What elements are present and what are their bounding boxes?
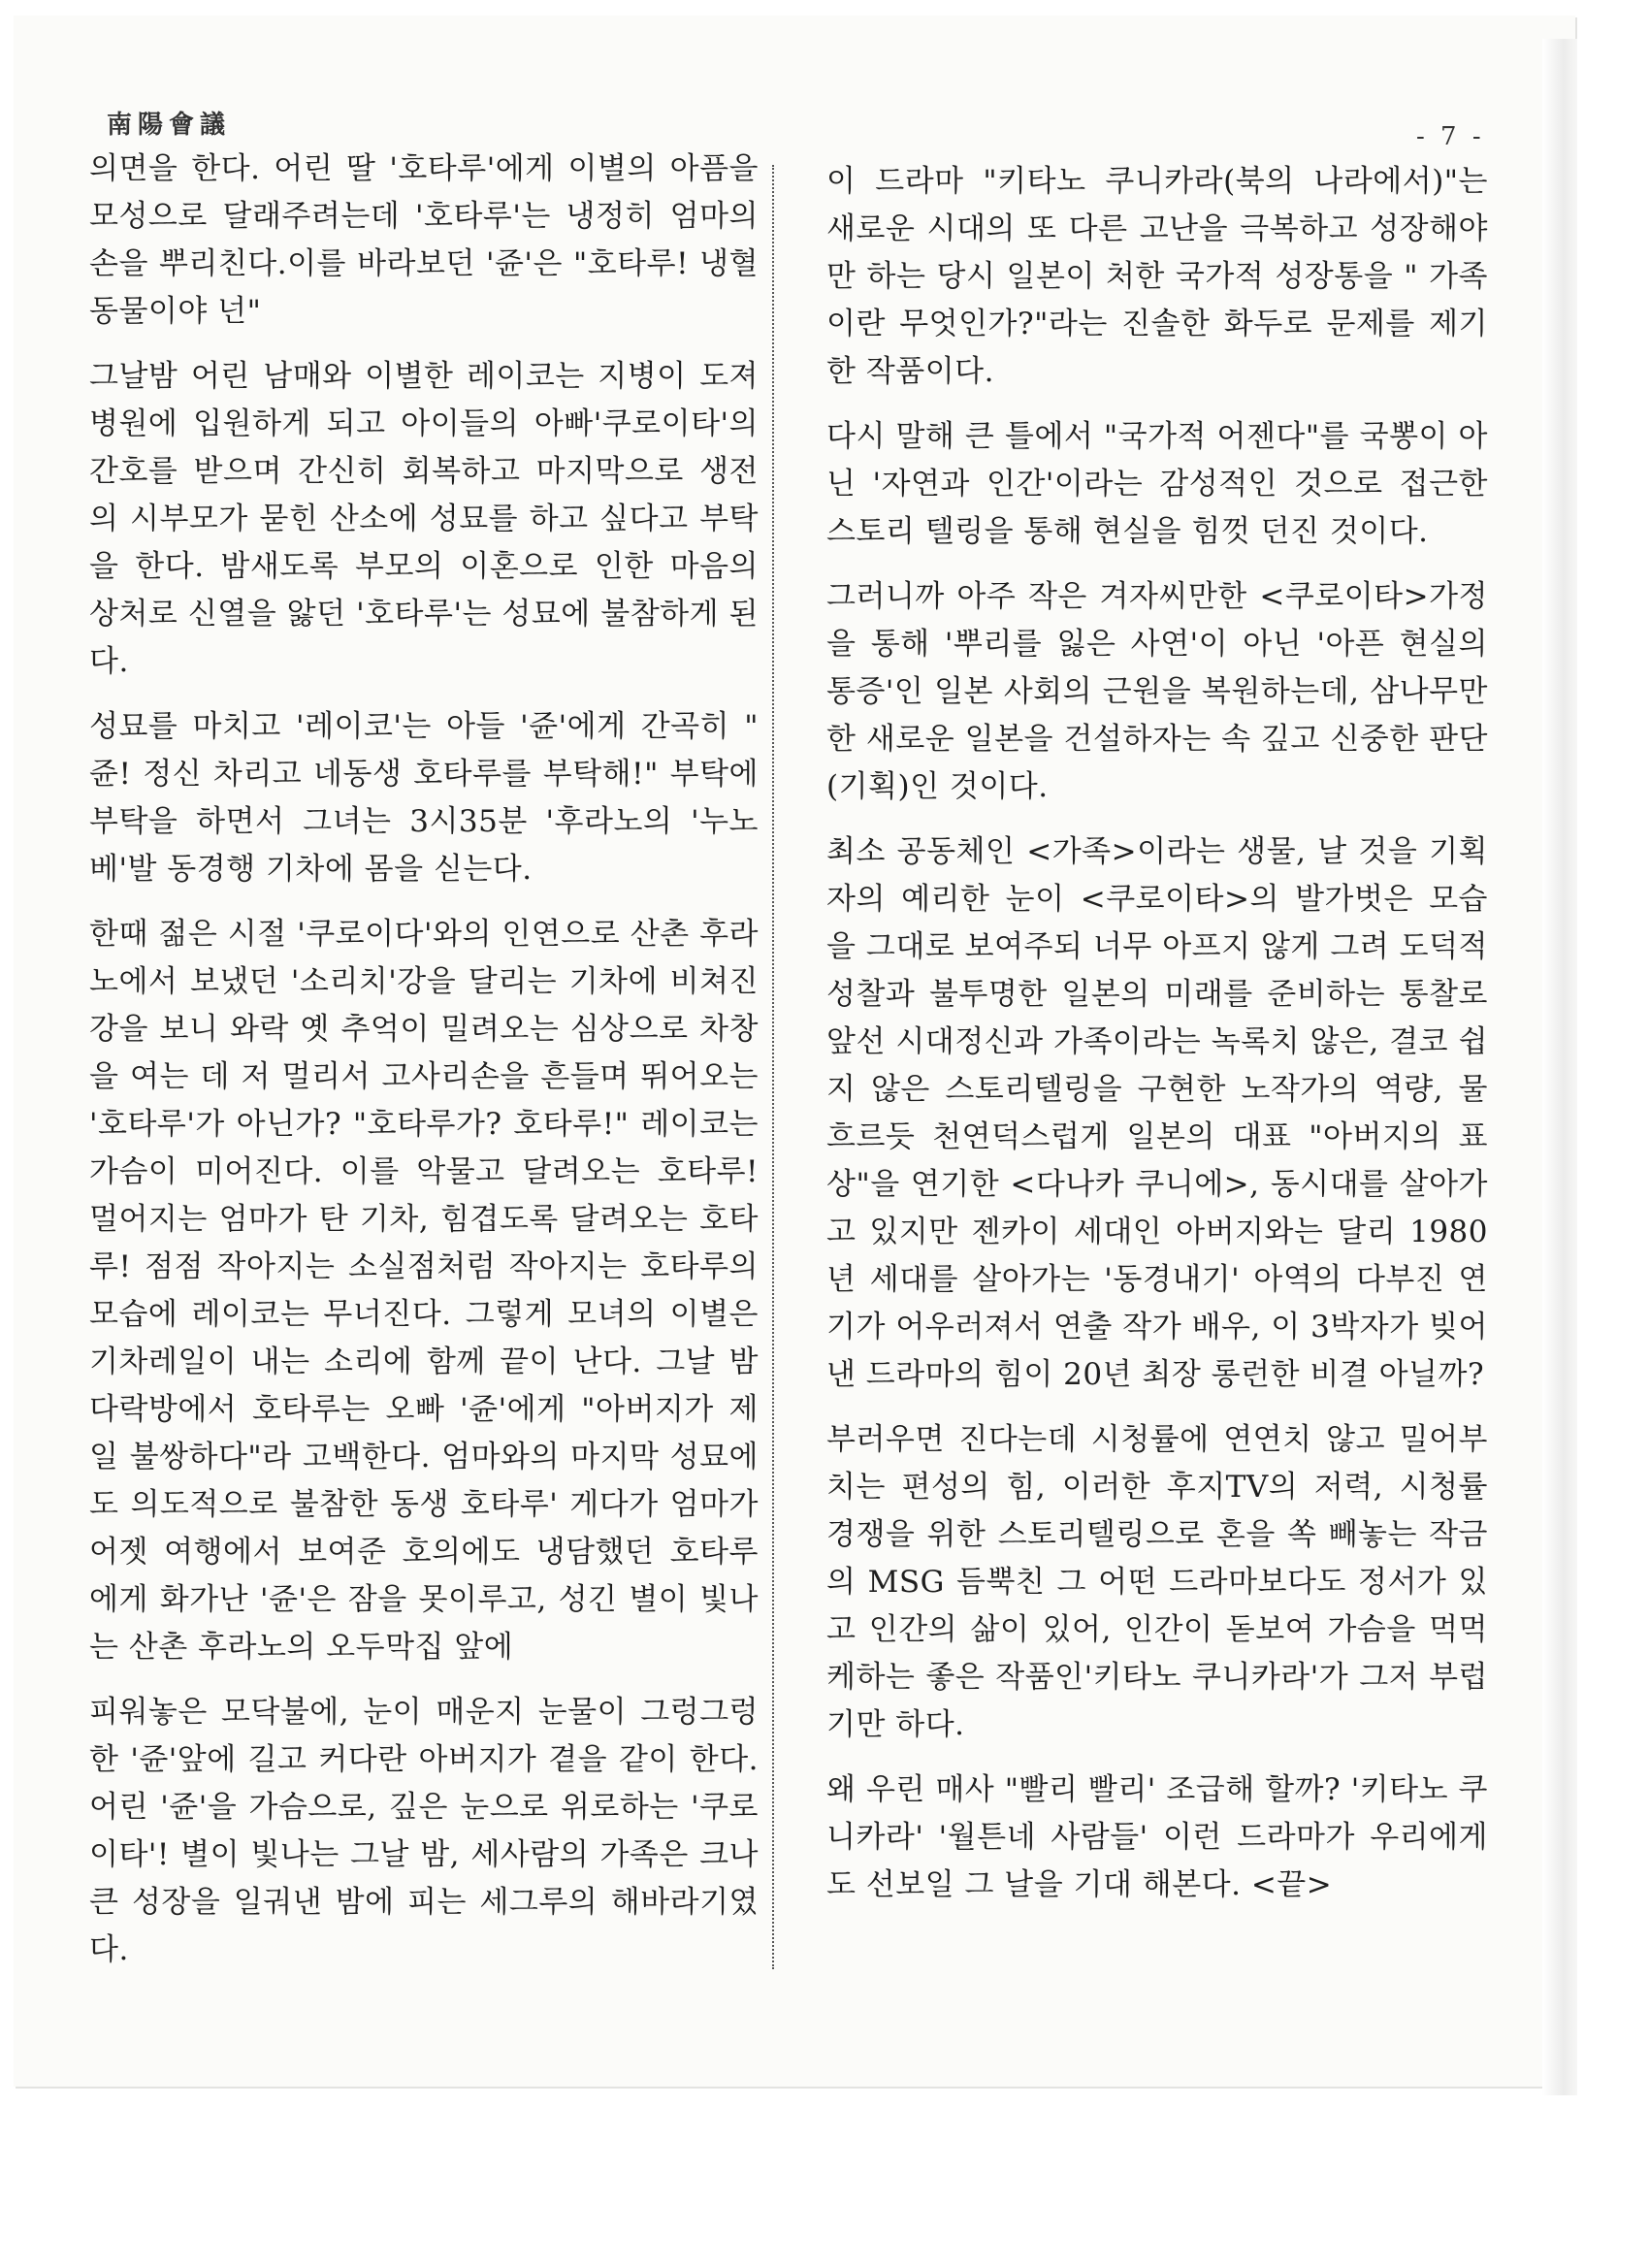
column-divider bbox=[772, 165, 774, 1969]
paragraph: 그러니까 아주 작은 겨자씨만한 <쿠로이타>가정을 통해 '뿌리를 잃은 사연'이 아닌 '아픈 현실의 통증'인 일본 사회의 근원을 복원하는데, 삼나무만한 새로운 일본을 건설하자는 속 깊고 신중한 판단(기획)인 것이다. bbox=[826, 579, 1488, 804]
paragraph: 부러우면 진다는데 시청률에 연연치 않고 밀어부치는 편성의 힘, 이러한 후지TV의 저력, 시청률 경쟁을 위한 스토리텔링으로 혼을 쏙 빼놓는 작금의 MSG 듬뿍친 그 어떤 드라마보다도 정서가 있고 인간의 삶이 있어, 인간이 돋보여 가슴을 먹먹케하는 좋은 작품인'키타노 쿠니카라'가 그저 부럽기만 하다. bbox=[826, 1422, 1488, 1742]
paragraph: 성묘를 마치고 '레이코'는 아들 '쥰'에게 간곡히 " 쥰! 정신 차리고 네동생 호타루를 부탁해!" 부탁에 부탁을 하면서 그녀는 3시35분 '후라노의 '누노베'발 동경행 기차에 몸을 싣는다. bbox=[89, 709, 759, 887]
page-number: - 7 - bbox=[1416, 122, 1485, 151]
paragraph: 피워놓은 모닥불에, 눈이 매운지 눈물이 그렁그렁한 '쥰'앞에 길고 커다란 아버지가 곁을 같이 한다.어린 '쥰'을 가슴으로, 깊은 눈으로 위로하는 '쿠로이타'! 별이 빛나는 그날 밤, 세사람의 가족은 크나 큰 성장을 일궈낸 밤에 피는 세그루의 해바라기였다. bbox=[89, 1695, 759, 1967]
paragraph: 다시 말해 큰 틀에서 "국가적 어젠다"를 국뽕이 아닌 '자연과 인간'이라는 감성적인 것으로 접근한 스토리 텔링을 통해 현실을 힘껏 던진 것이다. bbox=[826, 419, 1488, 549]
paragraph: 왜 우린 매사 "빨리 빨리' 조급해 할까? '키타노 쿠니카라' '월튼네 사람들' 이런 드라마가 우리에게도 선보일 그 날을 기대 해본다. <끝> bbox=[826, 1772, 1488, 1902]
paragraph: 의면을 한다. 어린 딸 '호타루'에게 이별의 아픔을 모성으로 달래주려는데 '호타루'는 냉정히 엄마의 손을 뿌리친다.이를 바라보던 '쥰'은 "호타루! 냉혈동물이야 넌" bbox=[89, 151, 759, 329]
paragraph: 한때 젊은 시절 '쿠로이다'와의 인연으로 산촌 후라노에서 보냈던 '소리치'강을 달리는 기차에 비쳐진 강을 보니 와락 옛 추억이 밀려오는 심상으로 차창을 여는 데 저 멀리서 고사리손을 흔들며 뛰어오는 '호타루'가 아닌가? "호타루가? 호타루!" 레이코는 가슴이 미어진다. 이를 악물고 달려오는 호타루! 멀어지는 엄마가 탄 기차, 힘겹도록 달려오는 호타루! 점점 작아지는 소실점처럼 작아지는 호타루의 모습에 레이코는 무너진다. 그렇게 모녀의 이별은 기차레일이 내는 소리에 함께 끝이 난다. 그날 밤 다락방에서 호타루는 오빠 '쥰'에게 "아버지가 제일 불쌍하다"라 고백한다. 엄마와의 마지막 성묘에도 의도적으로 불참한 동생 호타루' 게다가 엄마가 어젯 여행에서 보여준 호의에도 냉담했던 호타루에게 화가난 '쥰'은 잠을 못이루고, 성긴 별이 빛나는 산촌 후라노의 오두막집 앞에 bbox=[89, 917, 759, 1665]
left-column bbox=[89, 146, 759, 1992]
paragraph: 최소 공동체인 <가족>이라는 생물, 날 것을 기획자의 예리한 눈이 <쿠로이타>의 발가벗은 모습을 그대로 보여주되 너무 아프지 않게 그려 도덕적 성찰과 불투명한 일본의 미래를 준비하는 통찰로 앞선 시대정신과 가족이라는 녹록치 않은, 결코 쉽지 않은 스토리텔링을 구현한 노작가의 역량, 물 흐르듯 천연덕스럽게 일본의 대표 "아버지의 표상"을 연기한 <다나카 쿠니에>, 동시대를 살아가고 있지만 젠카이 세대인 아버지와는 달리 1980년 세대를 살아가는 '동경내기' 아역의 다부진 연기가 어우러져서 연출 작가 배우, 이 3박자가 빚어낸 드라마의 힘이 20년 최장 롱런한 비결 아닐까? bbox=[826, 834, 1488, 1392]
paragraph: 이 드라마 "키타노 쿠니카라(북의 나라에서)"는 새로운 시대의 또 다른 고난을 극복하고 성장해야만 하는 당시 일본이 처한 국가적 성장통을 " 가족이란 무엇인가?"라는 진솔한 화두로 문제를 제기한 작품이다. bbox=[826, 164, 1488, 389]
publication-logo: 南陽會議 bbox=[107, 111, 232, 140]
scan-shadow bbox=[1542, 39, 1577, 2095]
right-column bbox=[826, 158, 1488, 1927]
paragraph: 그날밤 어린 남매와 이별한 레이코는 지병이 도져 병원에 입원하게 되고 아이들의 아빠'쿠로이타'의 간호를 받으며 간신히 회복하고 마지막으로 생전의 시부모가 묻힌 산소에 성묘를 하고 싶다고 부탁을 한다. 밤새도록 부모의 이혼으로 인한 마음의 상처로 신열을 앓던 '호타루'는 성묘에 불참하게 된다. bbox=[89, 359, 759, 679]
